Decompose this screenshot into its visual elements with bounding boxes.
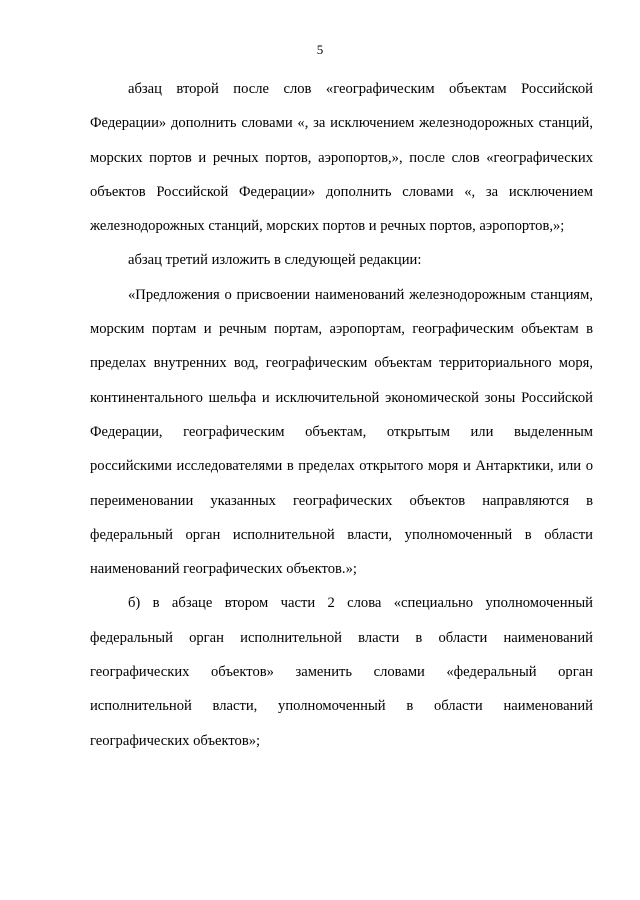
page-number: 5 bbox=[316, 42, 324, 57]
document-body bbox=[90, 72, 593, 758]
paragraph-point-b: б) в абзаце втором части 2 слова «специально уполномоченный федеральный орган исполнительной власти в области наименований географических объектов» заменить словами «федеральный орган исполнительной власти, уполномоченный в области наименований географических объектов»; bbox=[90, 595, 593, 749]
paragraph-amendment-second: абзац второй после слов «географическим объектам Российской Федерации» дополнить словами «, за исключением железнодорожных станций, морских портов и речных портов, аэропортов,», после слов «географических объектов Российской Федерации» дополнить словами «, за исключением железнодорожных станций, морских портов и речных портов, аэропортов,»; bbox=[90, 81, 593, 235]
paragraph-amendment-third-intro: абзац третий изложить в следующей редакции: bbox=[128, 252, 422, 269]
paragraph-new-wording-quote: «Предложения о присвоении наименований железнодорожным станциям, морским портам и речным портам, аэропортам, географическим объектам в пределах внутренних вод, географическим объектам территориального моря, континентального шельфа и исключительной экономической зоны Российской Федерации, географическим объектам, открытым или выделенным российскими исследователями в пределах открытого моря и Антарктики, или о переименовании указанных географических объектов направляются в федеральный орган исполнительной власти, уполномоченный в области наименований географических объектов.»; bbox=[90, 286, 593, 578]
